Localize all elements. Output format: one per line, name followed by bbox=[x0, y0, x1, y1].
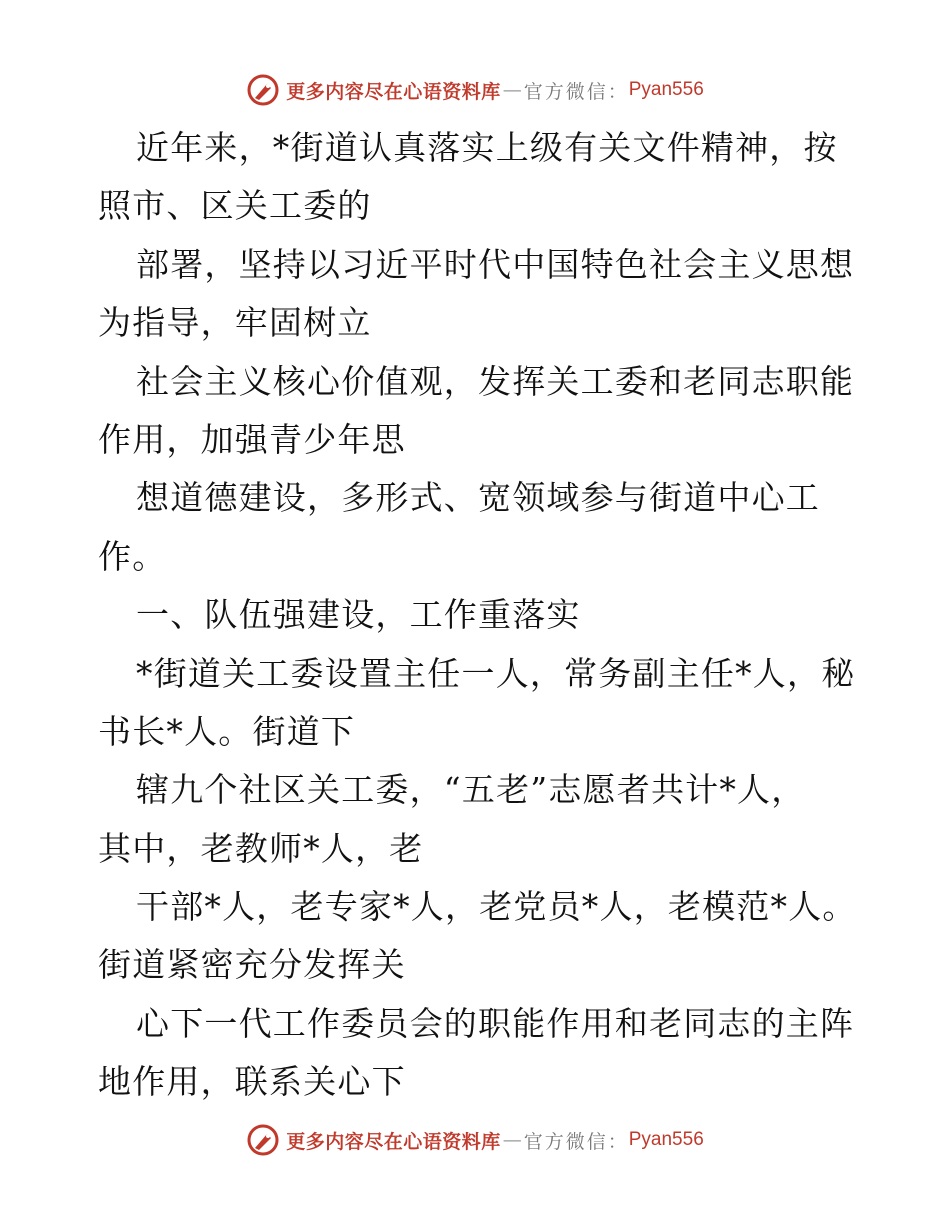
text-line: 作用，加强青少年思 bbox=[98, 419, 406, 459]
text-line: 社会主义核心价值观，发挥关工委和老同志职能 bbox=[136, 361, 855, 401]
text-line: 近年来，*街道认真落实上级有关文件精神，按 bbox=[136, 128, 838, 167]
text-line: 书长*人。街道下 bbox=[98, 711, 356, 751]
document-body bbox=[98, 119, 868, 1112]
header-banner bbox=[0, 70, 950, 110]
footer-banner bbox=[0, 1120, 950, 1160]
text-line: 为指导，牢固树立 bbox=[98, 303, 372, 343]
banner-wechat-id: Pyan556 bbox=[628, 79, 704, 100]
section-heading: 一、队伍强建设，工作重落实 bbox=[136, 595, 581, 635]
banner-wechat-id: Pyan556 bbox=[628, 1129, 704, 1150]
pen-nib-logo-icon bbox=[246, 73, 280, 107]
text-line: 街道紧密充分发挥关 bbox=[98, 945, 406, 985]
text-line: 作。 bbox=[98, 536, 167, 576]
banner-separator: — bbox=[502, 79, 522, 101]
text-line: *街道关工委设置主任一人，常务副主任*人，秘 bbox=[136, 653, 856, 693]
text-line: 部署，坚持以习近平时代中国特色社会主义思想 bbox=[136, 244, 855, 284]
text-line: 辖九个社区关工委，“五老”志愿者共计*人， bbox=[136, 770, 806, 810]
text-line: 心下一代工作委员会的职能作用和老同志的主阵 bbox=[136, 1003, 855, 1043]
text-line: 想道德建设，多形式、宽领域参与街道中心工 bbox=[136, 478, 820, 518]
text-line: 地作用，联系关心下 bbox=[98, 1062, 406, 1102]
banner-main-text: 更多内容尽在心语资料库 bbox=[286, 1130, 501, 1153]
banner-separator: — bbox=[502, 1129, 522, 1151]
pen-nib-logo-icon bbox=[246, 1123, 280, 1157]
text-line: 其中，老教师*人，老 bbox=[98, 828, 424, 868]
banner-wechat-label: 官方微信： bbox=[523, 1130, 629, 1153]
banner-main-text: 更多内容尽在心语资料库 bbox=[286, 80, 501, 103]
text-line: 干部*人，老专家*人，老党员*人，老模范*人。 bbox=[136, 887, 857, 927]
text-line: 照市、区关工委的 bbox=[98, 186, 372, 226]
banner-wechat-label: 官方微信： bbox=[523, 80, 629, 103]
